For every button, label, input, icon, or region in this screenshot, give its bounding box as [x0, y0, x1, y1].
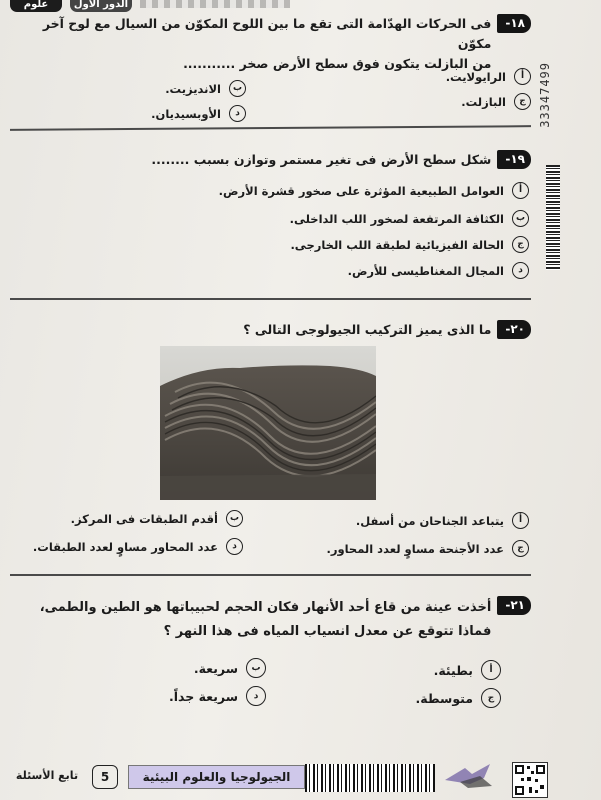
continue-label: تابع الأسئلة [15, 769, 79, 782]
question-21 [10, 596, 531, 644]
option-mark: ج [514, 93, 531, 110]
option-c[interactable] [416, 688, 501, 708]
separator [10, 574, 531, 576]
option-text: العوامل الطبيعية المؤثرة على صخور قشرة الأرض. [218, 183, 504, 198]
round-chip: الدور الأول [70, 0, 132, 12]
option-d[interactable] [151, 105, 246, 122]
option-mark: د [226, 538, 243, 555]
option-text: الأوبسيديان. [151, 106, 221, 121]
option-d[interactable] [169, 686, 266, 706]
option-mark: د [512, 262, 529, 279]
option-text: الكثافة المرتفعة لصخور اللب الداخلى. [289, 211, 504, 226]
option-text: سريعة. [193, 660, 238, 676]
page-number: 5 [92, 765, 118, 789]
option-b[interactable] [71, 510, 243, 527]
question-19 [10, 150, 531, 170]
option-mark: ج [481, 688, 501, 708]
question-line: شكل سطح الأرض فى تغير مستمر وتوازن بسبب ........ [151, 152, 492, 167]
question-20 [10, 320, 531, 340]
subject-chip: علوم [10, 0, 62, 12]
question-line: ما الذى يميز التركيب الجيولوجى التالى ؟ [243, 322, 492, 337]
option-mark: أ [514, 68, 531, 85]
option-mark: ب [512, 210, 529, 227]
question-number: ٢٠- [497, 320, 531, 339]
option-mark: د [229, 105, 246, 122]
option-mark: ب [229, 80, 246, 97]
option-d[interactable] [33, 538, 243, 555]
option-text: أقدم الطبقات فى المركز. [70, 511, 218, 526]
option-text: الحالة الفيزيائية لطبقة اللب الخارجى. [290, 237, 504, 252]
option-mark: د [246, 686, 266, 706]
option-text: الانديزيت. [165, 81, 221, 96]
question-line: فى الحركات الهدّامة التى تقع ما بين اللوح المكوّن من السيال مع لوح آخر مكوّن [42, 16, 492, 51]
question-line: فماذا تتوقع عن معدل انسياب المياه فى هذا النهر ؟ [163, 624, 492, 639]
subject-label: الجيولوجيا والعلوم البيئية [128, 765, 305, 789]
option-mark: ج [512, 540, 529, 557]
option-text: يتباعد الجناحان من أسفل. [355, 513, 504, 528]
top-decoration [140, 0, 290, 8]
option-text: سريعة جداً. [168, 688, 238, 704]
option-c[interactable] [290, 236, 529, 253]
option-text: بطيئة. [433, 662, 473, 678]
option-a[interactable] [219, 182, 529, 199]
question-line: أخذت عينة من قاع أحد الأنهار فكان الحجم لحبيباتها هو الطين والطمى، [39, 600, 492, 615]
option-mark: ب [246, 658, 266, 678]
option-b[interactable] [165, 80, 246, 97]
separator [10, 298, 531, 300]
bird-logo-icon [440, 760, 500, 790]
option-b[interactable] [194, 658, 266, 678]
option-mark: أ [512, 182, 529, 199]
option-c[interactable] [461, 93, 531, 110]
option-text: عدد الأجنحة مساوٍ لعدد المحاور. [326, 541, 504, 556]
question-18 [10, 14, 531, 74]
option-text: البازلت. [461, 94, 506, 109]
option-mark: ج [512, 236, 529, 253]
option-c[interactable] [326, 540, 529, 557]
option-text: متوسطة. [415, 690, 473, 706]
top-strip [0, 0, 601, 14]
option-a[interactable] [434, 660, 501, 680]
question-line: من البازلت يتكون فوق سطح الأرض صخر ........... [183, 56, 492, 71]
option-mark: أ [512, 512, 529, 529]
question-number: ١٨- [497, 14, 531, 33]
option-d[interactable] [348, 262, 529, 279]
option-a[interactable] [446, 68, 531, 85]
option-a[interactable] [356, 512, 529, 529]
question-number: ٢١- [497, 596, 531, 615]
option-text: عدد المحاور مساوٍ لعدد الطبقات. [32, 539, 218, 554]
footer-barcode [305, 764, 435, 792]
qr-code [512, 762, 548, 798]
geology-fold-photo [160, 346, 376, 500]
serial-number: 33347499 [538, 62, 552, 128]
separator [10, 125, 531, 131]
option-b[interactable] [290, 210, 529, 227]
option-text: المجال المغناطيسى للأرض. [347, 263, 504, 278]
option-text: الرايولايت. [445, 69, 506, 84]
option-mark: ب [226, 510, 243, 527]
option-mark: أ [481, 660, 501, 680]
side-barcode [546, 165, 560, 270]
question-number: ١٩- [497, 150, 531, 169]
